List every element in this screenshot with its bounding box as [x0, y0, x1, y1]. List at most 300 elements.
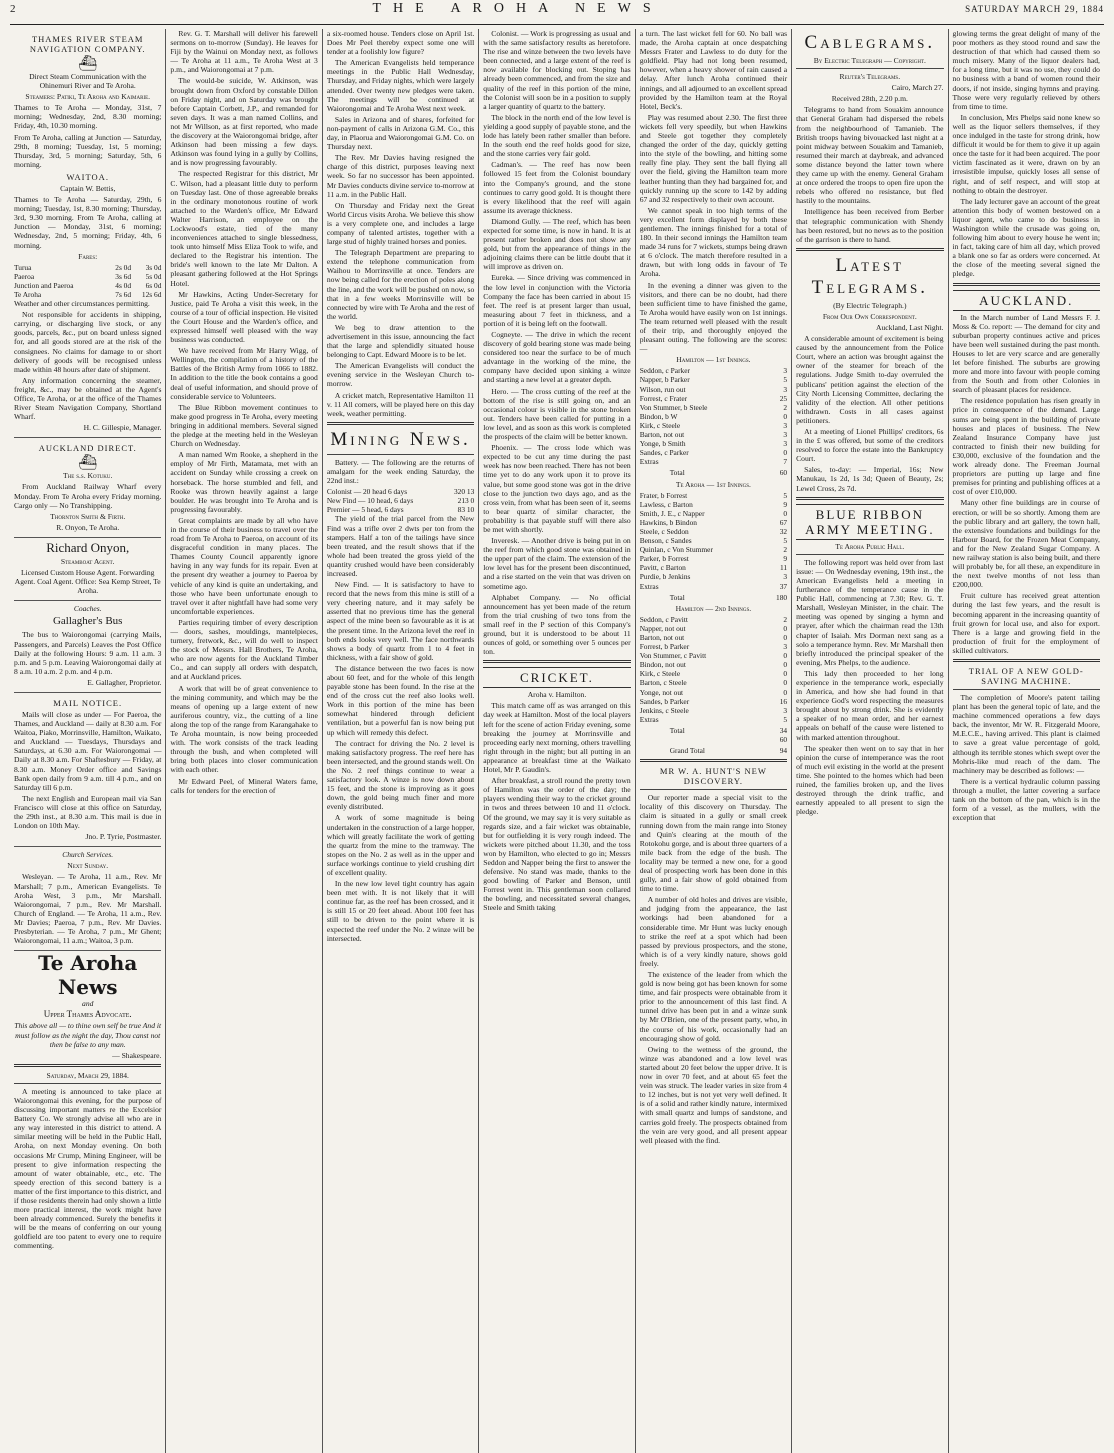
table-row: [640, 724, 787, 735]
news-paragraph: Cadman's. — The reef has now been followed 15 feet from the Colonist boundary into the Company's ground, and the stone continues to carry good gold. It is thought there is every likelihood that the reef will again assume its average thickness.: [483, 160, 631, 215]
news-paragraph: Owing to the wetness of the ground, the winze was abandoned and a low level was started about 20 feet below the upper drive. It is now in over 70 feet, and at about 65 feet the vein was struck. The leader varies in size from 4 to 12 inches, but is not yet very well defined. It is of a solid and rather kindly nature, intermixed with small quartz and lumps of sandstone, and carries gold freely. The prospects obtained from the vein are very good, and all present appear well pleased with the find.: [639, 1044, 788, 1145]
divider: [953, 689, 1100, 690]
news-paragraph: Our reporter made a special visit to the locality of this discovery on Thursday. The claim is situated in a gully or small creek running down from the main range into Stoney and Quin's clearing at the mouth of the Rotokohu gorge, and is about three quarters of a mile back from the edge of the bush. The locality may be termed a new one, for a good deal of prospecting work has been done in this gully, and a fair show of gold obtained from time to time.: [639, 793, 788, 894]
sub-heading: Next Sunday.: [67, 861, 109, 871]
table-row: [640, 572, 787, 581]
innings-heading: Hamilton — 1st Innings.: [676, 355, 751, 365]
runs: 25: [779, 393, 788, 403]
advertiser-title: Steamboat Agent.: [60, 556, 115, 566]
divider: [327, 422, 474, 425]
section-heading: Latest Telegrams.: [811, 254, 929, 298]
news-paragraph: Sales, to-day: — Imperial, 16s; New Manukau, 1s 2d, 1s 3d; Queen of Beauty, 2s; Lewel Cross, 2s 7d.: [796, 465, 944, 493]
table-row: [640, 448, 787, 457]
news-paragraph: Diamond Gully. — The reef, which has been expected for some time, is now in hand. It is at present rather broken and does not show any gold, but from the appearance of things in the adjoining claims there can be little doubt that it will improve as driven on.: [483, 216, 631, 272]
table-row: [640, 735, 787, 744]
table-row: [640, 430, 787, 439]
column-2: [166, 29, 322, 1453]
table-row: [640, 375, 787, 384]
batsman: Barton, c Steele: [639, 678, 687, 688]
news-paragraph: Colonist. — Work is progressing as usual and with the same satisfactory results as heretofore. The rise and winze between the two levels have been connected, and a large extent of the reef is now available for blocking out. Stoping has already been commenced, and from the size and quality of the reef in this portion of the mine, the Colonist will soon be in a position to supply a larger quantity of quartz to the battery.: [483, 29, 631, 111]
batsman: Von Stummer, b Steele: [639, 402, 708, 412]
news-paragraph: Mr Edward Peel, of Mineral Waters fame, calls for tenders for the erection of: [170, 776, 318, 795]
fare-single: 4s 0d: [115, 280, 132, 290]
church-services: [14, 847, 161, 951]
sub-heading: By Electric Telegraph — Copyright.: [813, 56, 926, 65]
battery-returns-table: [327, 487, 474, 514]
ad-text: The bus to Waiorongomai (carrying Mails, Passengers, and Parcels) Leaves the Post Office Daily at the following Hours: 9 a.m. 11 a.m. 3 p.m. and 5 p.m. Leaving Waiorongomai daily at 8 a.m. 10 a.m. 2 p.m. and 4 p.m.: [14, 630, 162, 676]
batsman: Quinlan, c Von Stummer: [639, 545, 713, 555]
section-heading: BLUE RIBBON ARMY MEETING.: [796, 504, 943, 540]
news-paragraph: The yield of the trial parcel from the New Find was a trifle over 2 dwts per ton from the stampers. Half a ton of the tailings have since been treated, and the result shows that if the whole had been treated the gross yield of the quantity crushed would have been considerably increased.: [326, 514, 475, 578]
batsman: Lawless, c Barton: [639, 499, 693, 509]
section-heading: CRICKET.: [483, 667, 630, 688]
fare-route: Junction and Paeroa: [14, 280, 74, 290]
masthead: [10, 1, 1104, 25]
table-row: [14, 290, 161, 299]
news-paragraph: Fruit culture has received great attention during the last few years, and the result is becoming apparent in the increasing quantity of fruit grown for local use, and also for export. There is a large and growing field in the production of fruit for the employment of skilled cultivators.: [952, 591, 1100, 655]
news-paragraph: The contract for driving the No. 2 level is making satisfactory progress. The reef here has been intersected, and the ground stands well. On the No. 2 reef things continue to wear a satisfactory look. A winze is now down about 15 feet, and the stone is improving as it goes down, the gold being much finer and more evenly distributed.: [326, 738, 475, 812]
table-row: [640, 518, 787, 527]
news-paragraph: The completion of Moore's patent tailing plant has been the general topic of late, and the machine commenced operations a few days back, the inventor, Mr W. R. Fitzgerald Moore, M.E.C.E., having arrived. This plant is claimed to save a great value percentage of gold, although its terrible stones which swept over the Mohris-like mud reach of the dam. The machinery may be described as follows: —: [952, 693, 1100, 775]
flag-conj: and: [82, 999, 94, 1009]
batsman: Kirk, c Steele: [639, 420, 681, 430]
table-row: [640, 642, 787, 651]
runs: 37: [779, 581, 788, 591]
advertiser-name: Gallagher's Bus: [52, 615, 123, 628]
table-row: [640, 439, 787, 448]
news-paragraph: A considerable amount of excitement is being caused by the announcement from the Police Court, where an action was brought against the owner of the steamer for breach of the regulations. Judge Smith to-day overruled the publicans' petition against the election of the City North Licensing Committee, declaring the validity of the election. All other petitions withdrawn. Costs in all cases against petitioners.: [796, 334, 944, 425]
news-paragraph: After breakfast, a stroll round the pretty town of Hamilton was the order of the day; the players wending their way to the cricket ground in twos and threes between 10 and 11 o'clock. Of the ground, we may say it is very suitable as regards size, and a fair wicket was obtainable, but for outfielding it is very rough indeed. The wickets were pitched about 11.30, and the toss won by Hamilton, who elected to go in; Messrs Seddon and Napper being the first to answer the defensive. No stand was made, thanks to the good bowling of Parker and Benson, until Forrest went in. This gentleman soon collared the bowling, and necessitated several changes, Steele and Smith taking: [483, 776, 631, 913]
runs: 3: [783, 430, 788, 440]
batsman: Sandes, b Parker: [639, 696, 690, 706]
news-paragraph: Mr Hawkins, Acting Under-Secretary for Justice, paid Te Aroha a visit this week, in the course of a tour of official inspection. He visited the Court House and the Warden's office, and expressed himself well pleased with the way business was conducted.: [170, 289, 318, 345]
timetable-waitoa: Thames to Te Aroha — Saturday, 29th, 6 morning; Tuesday, 1st, 8.30 morning; Thursday, 3rd, 9.30 morning. From Te Aroha, calling at Junction — Monday, 31st, 6 morning; Wednesday, 2nd, 5 morning; Friday, 4th, 6 morning.: [14, 195, 162, 250]
scorecard-aroha: [640, 491, 787, 602]
news-paragraph: a turn. The last wicket fell for 60. No ball was made, the Aroha captain at once despatching Messrs Frater and Lawless to do duty for the goldfield. Play had not long been resumed, however, when a heavy shower of rain caused a delay. After lunch Aroha continued their innings, and all adjourned to an excellent spread provided by the Hamilton team at the Royal Hotel, Beck's.: [639, 29, 788, 111]
timetable-thames: Thames to Te Aroha — Monday, 31st, 7 morning; Wednesday, 2nd, 8.30 morning; Friday, 4th, 10.30 morning.: [14, 103, 162, 131]
runs: 2: [783, 545, 788, 555]
news-paragraph: A cricket match, Representative Hamilton 11 v. 11 All comers, will be played here on this day week, weather permitting.: [326, 390, 475, 418]
news-paragraph: At a meeting of Lionel Phillips' creditors, 6s in the £ was offered, but some of the creditors resolved to force the estate into the Bankruptcy Court.: [796, 427, 944, 464]
ship-name: The s.s. Kotuku.: [63, 471, 113, 481]
runs: 0: [783, 687, 788, 697]
news-paragraph: The existence of the leader from which the gold is now being got has been known for some time, and fair prospects were obtainable from it prior to the announcement of this last find. A tunnel drive has been put in and a winze sunk by Mr O'Brien, one of the present party, who, in the course of his work, occasionally had an encouraging show of gold.: [639, 970, 788, 1043]
editorial-text: A meeting is announced to take place at Waiorongomai this evening, for the purpose of discussing important matters re the Excelsior Battery Co. We strongly advise all who are in any way interested in this district to attend. A similar meeting will be held in the Public Hall, Aroha, on next Monday evening. On both occasions Mr Crump, Mining Engineer, will be present to give information respecting the amount of water obtainable, etc., etc. The speedy erection of this second battery is a matter of the first importance to this district, and if those residents therein had only shown a little more practical interest, the work might have been already commenced. Surely the benefits it will be the means of conferring on our young goldfield are too patent to every one to require commenting.: [14, 1086, 162, 1251]
batsman: Hawkins, b Bindon: [639, 517, 697, 527]
table-row: [640, 366, 787, 375]
fare-return: 5s 0d: [145, 271, 162, 281]
motto: This above all — to thine own self be true And it must follow as the night the day, Thou canst not then be false to any man.: [14, 1021, 162, 1049]
news-paragraph: a six-roomed house. Tenders close on April 1st. Does Mr Peel thereby expect some one will tender at a foolishly low figure?: [326, 29, 475, 57]
table-row: [640, 412, 787, 421]
divider: [796, 497, 943, 500]
columns: [10, 29, 1104, 1453]
runs: 2: [783, 614, 788, 624]
runs: 3: [783, 705, 788, 715]
agency: Reuter's Telegrams.: [839, 72, 901, 82]
scorecard-hamilton-2: [640, 615, 787, 755]
news-paragraph: Battery. — The following are the returns of amalgam for the week ending Saturday, the 22nd inst.:: [326, 457, 475, 486]
news-paragraph: A man named Wm Rooke, a shepherd in the employ of Mr Firth, Matamata, met with an accident on Sunday while crossing a creek on horseback. The horse stumbled and fell, and Rooke was thrown heavily against a large boulder. He was brought into Te Aroha and is progressing favourably.: [170, 450, 318, 514]
batsman: Wilson, run out: [639, 384, 686, 394]
table-row: [640, 554, 787, 563]
batsman: Extras: [639, 581, 659, 591]
divider: [14, 1083, 161, 1084]
batsman: Kirk, c Steele: [639, 669, 681, 679]
table-row: [327, 487, 474, 496]
runs: 3: [783, 572, 788, 582]
mine-name: Colonist — 20 head 6 days: [326, 487, 408, 497]
fares-table: [14, 263, 161, 299]
runs: 0: [783, 660, 788, 670]
table-row: [640, 545, 787, 554]
batsman: Jenkins, c Steele: [639, 705, 689, 715]
news-paragraph: Play was resumed about 2.30. The first three wickets fell very speedily, but when Hawkins and Steele got together they completely changed the order of the day, quickly getting into the style of the bowling, and hitting some really fine play. They sent the ball flying all over the field, giving the Hamilton team more leather hunting than they had bargained for, and quickly running up the score to 142 by adding 67 and 32 respectively to their own account.: [639, 112, 788, 204]
section-heading: Church Services.: [62, 850, 114, 860]
news-paragraph: Alphabet Company. — No official announcement has yet been made of the return from the trial crushing of two tons from the small reef in the P section of this Company's ground, but it is understood to be about 11 ounces of gold, or something over 5 ounces per ton.: [483, 592, 631, 657]
batsman: Yonge, b Smith: [639, 439, 686, 449]
thames-steam-ad: [14, 29, 161, 438]
table-row: [640, 706, 787, 715]
weather-note: Weather and other circumstances permitting.: [14, 299, 150, 309]
runs: 16: [779, 696, 788, 706]
blank-cell: [640, 735, 773, 744]
column-7: [949, 29, 1104, 1453]
runs: 0: [783, 633, 788, 642]
batsman: Steele, c Seddon: [639, 526, 689, 536]
received-time: Received 28th, 2.20 p.m.: [831, 94, 908, 104]
fare-return: 12s 6d: [141, 289, 162, 299]
table-row: [640, 697, 787, 706]
innings-heading: Hamilton — 2nd Innings.: [675, 603, 752, 613]
news-paragraph: On Thursday and Friday next the Great World Circus visits Aroha. We believe this show is a very complete one, and includes a large company of talented artistes, together with a large stud of highly trained horses and ponies.: [326, 200, 475, 247]
runs: 0: [783, 669, 788, 679]
runs: 3: [783, 384, 788, 394]
mine-name: Premier — 5 head, 6 days: [326, 505, 404, 515]
news-paragraph: Many other fine buildings are in course of erection, or will be so shortly. Among them are the public library and art gallery, the town hall, the extensive foundations and buildings for the Harbour Board, for the Frozen Meat Company, and for the New Zealand Sugar Company. A new railway station is also being built, and there will probably be, for all these, an expenditure in the next twelve months of not less than £200,000.: [952, 498, 1100, 590]
column-6: [792, 29, 948, 1453]
batsman: Smith, J. E., c Napper: [639, 508, 705, 518]
news-paragraph: Phoenix. — The cross lode which was expected to be cut any time during the past week has now been reached. There has not been time yet to do any work upon it to prove its value, but some good stone was got in the drive close to the junction two days ago, and as the cross vein, from what has been seen of it, seems to bear quartz of similar character, the probability is that payable stuff will there also be met with shortly.: [483, 443, 631, 534]
fares-heading: Fares:: [78, 251, 98, 261]
runs: 9: [783, 554, 788, 564]
issue-date: SATURDAY MARCH 29, 1884: [965, 4, 1104, 14]
table-row: [640, 466, 787, 477]
table-row: [640, 509, 787, 518]
church-text: Wesleyan. — Te Aroha, 11 a.m., Rev. Mr Marshall; 7 p.m., American Evangelists. Te Aroha West, 3 p.m., Mr Marshall. Waiorongomai, 7 p.m., Rev. Mr Marshall. Church of England. — Te Aroha, 11 a.m., Rev. Mr Davies; Paeroa, 7 p.m., Rev. Mr Davies. Presbyterian. — Te Aroha, 7 p.m., Mr Ghent; Waiorongomai, 11 a.m.; Waitoa, 3 p.m.: [14, 872, 162, 946]
divider: [640, 789, 787, 790]
onyon-ad: [14, 538, 161, 601]
news-paragraph: The Rev. Mr Davies having resigned the charge of this district, purposes leaving next week. So far no successor has been appointed. Mr Davies conducts divine service to-morrow at 11 a.m. in the Public Hall.: [326, 153, 475, 199]
batsman: Bindon, not out: [639, 660, 686, 670]
runs: 7: [783, 457, 788, 467]
table-row: [640, 660, 787, 669]
total-label: Total: [669, 468, 685, 478]
runs: 0: [783, 623, 788, 633]
scorecard-hamilton-1: [640, 366, 787, 477]
column-3: [323, 29, 479, 1453]
mine-name: New Find — 10 head, 6 days: [326, 496, 414, 506]
news-paragraph: New Find. — It is satisfactory to have to record that the news from this mine is still of a very cheering nature, and it may safely be asserted that no previous time has the general aspect of the mine been so favourable as it is at the present time. In the Arizona level the reef in both ends looks very well. The face northwards shows a body of quartz from 1 to 4 feet in thickness, with a fair show of gold.: [326, 580, 475, 662]
news-paragraph: The speaker then went on to say that in her opinion the curse of intemperance was the root of much evil existing in the world at the present time. She pointed to the homes which had been ruined, the families broken up, and the lives destroyed through the drink traffic, and earnestly appealed to all present to sign the pledge.: [796, 743, 944, 817]
news-paragraph: glowing terms the great delight of many of the poor mothers as they stood round and saw the destruction of that which had caused them so much misery. Many of the liquor dealers had, for a long time, but it was no use, they could do no business with a band of women round their doors, if not inside, singing hymns and praying. Those were very regularly relieved by others from time to time.: [952, 29, 1100, 111]
news-paragraph: Parties requiring timber of every description — doors, sashes, mouldings, mantelpieces, turnery, fretwork, &c., will do well to inspect the stock of Messrs. Hall Brothers, Te Aroha, who are now agents for the Auckland Timber Co., and can supply all orders with despatch, and at Auckland prices.: [170, 617, 318, 682]
runs: 5: [783, 536, 788, 546]
mine-yield: 320 13: [453, 487, 475, 497]
table-row: [640, 678, 787, 687]
news-paragraph: We beg to draw attention to the advertisement in this issue, announcing the fact that the large and splendidly situated house belonging to Capt. Edward Moore is to be let.: [326, 322, 475, 360]
ad-lead: Direct Steam Communication with the Ohinemuri River and Te Aroha.: [29, 72, 147, 91]
runs: 0: [783, 411, 788, 421]
table-row: [640, 394, 787, 403]
divider: [640, 759, 787, 762]
news-paragraph: Eureka. — Since driving was commenced in the low level in conjunction with the Victoria Company the face has been carried in about 15 feet. The reef is at present larger than usual, measuring about 7 feet in thickness, and a portion of it is being left on the footwall.: [483, 273, 631, 328]
advertiser-name: Richard Onyon,: [46, 539, 130, 555]
table-row: [327, 505, 474, 514]
grand-total-label: Grand Total: [669, 746, 705, 756]
batsman: Barton, not out: [639, 430, 685, 440]
news-paragraph: We cannot speak in too high terms of the very excellent form displayed by both these gentlemen. The innings finished for a total of 180. In their second innings the Hamilton team made 34 runs for 7 wickets, stumps being drawn at 6 o'clock. The match therefore resulted in a drawn, but with long odds in favour of Te Aroha.: [639, 205, 788, 279]
news-paragraph: Cogneyte. — The drive in which the recent discovery of gold bearing stone was made being considered too near the surface to be of much advantage in the working of the mine, the company have decided upon sinking a winze and starting a new level at a greater depth.: [483, 330, 631, 385]
editorial-date: Saturday, March 29, 1884.: [46, 1070, 129, 1080]
fare-return: 6s 0d: [145, 280, 162, 290]
page-number: 2: [10, 3, 16, 15]
steamship-icon: ⛴: [78, 455, 98, 472]
news-paragraph: In the March number of Land Messrs F. J. Moss & Co. report: — The demand for city and suburban property continues active and prices have been well sustained during the past month. Houses to let are very scarce and are generally let before finished. The suburbs are growing more and more into favour with people coming from the South and from other Colonies in search of pleasant places for residence.: [952, 312, 1100, 395]
table-row: [640, 624, 787, 633]
motto-author: — Shakespeare.: [112, 1050, 162, 1060]
runs: 5: [783, 490, 788, 500]
news-paragraph: The residence population has risen greatly in price in consequence of the demand. Large sums are being spent in the building of private houses and places of business. The New Zealand Insurance Company have just contracted to finish their new building for £30,000, exclusive of the foundation and the work already done. The Freeman Journal proprietors are putting up large and fine premises for printing and publishing offices at a cost of over £10,000.: [952, 396, 1100, 497]
runs: 5: [783, 714, 788, 724]
runs: 3: [783, 642, 788, 652]
total-runs: 60: [779, 468, 788, 478]
news-paragraph: The would-be suicide, W. Atkinson, was brought down from Oxford by constable Dillon on Friday night, and on Saturday was brought before Captain Corbett, J.P., and remanded for seven days. It was a man named Collins, and not Mr Willson, as at first reported, who made the discovery at the Waiorongomai bridge, after Atkinson had been missing a few days. Atkinson was found lying in a gully by Collins, and is now progressing favourably.: [170, 76, 318, 168]
sub-heading: Aroha v. Hamilton.: [527, 690, 587, 700]
steamers-list: Steamers: Patiki, Te Aroha and Kaimarie.: [25, 92, 151, 102]
batsman: Extras: [639, 714, 659, 724]
first-innings-runs: 60: [779, 735, 788, 745]
table-row: [327, 496, 474, 505]
batsman: Napper, not out: [639, 623, 686, 633]
mine-yield: 83 10: [457, 505, 475, 515]
fare-single: 2s 0d: [115, 262, 132, 272]
total-runs: 34: [779, 725, 788, 735]
postmaster: Jno. P. Tyrie, Postmaster.: [85, 832, 162, 842]
news-paragraph: Great complaints are made by all who have in the course of their business to travel over the road from Te Aroha to Paeroa, on account of its disgraceful condition in many places. The Thames County Council apparently ignore having in any way funds for its repair. Even at the present dry weather a journey to Paeroa by vehicle of any kind is quite an undertaking, and those who have been unfortunate enough to travel over it after nightfall have had some very uncomfortable experiences.: [170, 515, 318, 616]
ad-heading: AUCKLAND DIRECT.: [38, 443, 137, 454]
sub-heading: Te Aroha Public Hall.: [835, 541, 905, 551]
table-row: [640, 744, 787, 755]
total-label: Total: [669, 725, 685, 735]
captain: Captain W. Bettis,: [60, 183, 116, 193]
batsman: Purdie, b Jenkins: [639, 572, 691, 582]
divider: [796, 248, 943, 251]
fare-return: 3s 0d: [145, 262, 162, 272]
table-row: [640, 651, 787, 660]
table-row: [640, 615, 787, 624]
batsman: Barton, not out: [639, 633, 685, 642]
news-paragraph: A number of old holes and drives are visible, and judging from the appearance, the last workings had been abandoned for a considerable time. Mr Hunt was lucky enough to strike the reef at a spot which had been passed by previous prospectors, and the stone, which is of a very kindly nature, shows gold freely.: [639, 895, 788, 968]
table-row: [640, 527, 787, 536]
divider: [796, 554, 943, 555]
auckland-direct-ad: [14, 438, 161, 538]
fare-single: 3s 6d: [115, 271, 132, 281]
advertiser-lines: Licensed Custom House Agent. Forwarding Agent. Coal Agent. Office: Sea Kemp Street, Te Aroha.: [14, 568, 161, 596]
news-paragraph: We have received from Mr Harry Wigg, of Wellington, the compilation of a history of the Battles of the British Army from 1066 to 1882. In addition to the title the book contains a good deal of useful information, and should prove of considerable service to Volunteers.: [170, 346, 318, 401]
table-row: [14, 281, 161, 290]
sub-heading: (By Electric Telegraph.): [833, 300, 907, 310]
runs: 32: [779, 526, 788, 536]
runs: 9: [783, 499, 788, 509]
newspaper-title: THE AROHA NEWS: [372, 1, 663, 16]
table-row: [14, 272, 161, 281]
batsman: Pavitt, c Barton: [639, 563, 686, 573]
total-runs: 180: [776, 592, 788, 602]
ad-text: From Auckland Railway Wharf every Monday. From Te Aroha every Friday morning. Cargo only — No Transhipping.: [14, 482, 162, 510]
news-paragraph: The American Evangelists held temperance meetings in the Public Hall Wednesday, Thursday, and Friday nights, which were largely attended. Over twenty new pledges were taken. The meetings will be continued at Waiorongomai and Te Aroha West next week.: [326, 58, 475, 113]
news-paragraph: The lady lecturer gave an account of the great attention this body of women bestowed on a liquor agent, who came to do business in Washington while the crusade was going on, following him about to every house he went in; in fact, taking care of him all day, which proved a blank one so far as orders were concerned. At the close of the meeting several signed the pledge.: [952, 196, 1100, 279]
mail-text: The next English and European mail via San Francisco will close at this office on Saturday, the 29th inst., at 8.30 a.m. This mail is due in London on 10th May.: [14, 793, 162, 831]
table-row: [640, 421, 787, 430]
innings-heading: Te Aroha — 1st Innings.: [675, 479, 751, 489]
flag-subtitle: Upper Thames Advocate.: [43, 1009, 132, 1020]
steamship-icon: ⛴: [78, 56, 98, 72]
batsman: Seddon, c Parker: [639, 366, 690, 376]
news-paragraph: Sales in Arizona and of shares, forfeited for non-payment of calls in Arizona G.M. Co., this day, in Plaorua and Waiorongomai G.M. Co. on Thursday next.: [326, 114, 475, 152]
manager-sign: H. C. Gillespie, Manager.: [83, 423, 162, 433]
runs: 5: [783, 375, 788, 385]
news-paragraph: The Blue Ribbon movement continues to make good progress in Te Aroha, every meeting bringing in additional members. Several signed the pledge at the meeting held in the Wesleyan Church on Wednesday.: [170, 402, 318, 449]
fare-route: Paeroa: [14, 271, 35, 281]
news-paragraph: The American Evangelists will conduct the evening service in the Wesleyan Church to-morrow.: [326, 361, 475, 389]
table-row: [640, 715, 787, 724]
agent-local: R. Onyon, Te Aroha.: [56, 522, 120, 532]
mail-notice: [14, 693, 161, 847]
batsman: Forrest, b Parker: [639, 642, 690, 652]
batsman: Von Stummer, c Pavitt: [639, 651, 707, 661]
batsman: Napper, b Parker: [639, 375, 690, 385]
agent-info: Any information concerning the steamer, freight, &c., may be obtained at the Agent's Office, Te Aroha, or at the office of the Thames River Steam Navigation Company, Shortland Wharf.: [14, 375, 162, 422]
fare-single: 7s 6d: [115, 289, 132, 299]
grand-total-runs: 94: [779, 746, 788, 756]
news-paragraph: The block in the north end of the low level is yielding a good supply of payable stone, and the lode has lately been rather smaller than before. In the south end the reef holds good for size, and the stone carries very fair gold.: [483, 112, 631, 159]
batsman: Extras: [639, 457, 659, 467]
column-4: [479, 29, 635, 1453]
news-paragraph: Telegrams to hand from Souakim announce that General Graham had dispersed the rebels from the neighbourhood of Tamanieb. The British troops having bivouacked last night at a point midway between Souakim and Tamanieb, resumed their march at daybreak, and advanced some distance beyond the latter town where they came up with the enemy. General Graham at once ordered the troops to open fire upon the rebels who offered no resistance, but fled hastily to the mountains.: [796, 105, 944, 206]
news-paragraph: In the evening a dinner was given to the visitors, and there can be no doubt, had there been sufficient time to have finished the game, Te Aroha would have easily won on 1st innings. The team returned well pleased with the result of their trip, and thoroughly enjoyed the pleasant outing. The following are the scores: —: [639, 280, 788, 354]
table-row: [640, 457, 787, 466]
news-paragraph: Inveresk. — Another drive is being put in on the reef from which good stone was obtained in the upper part of the claim. The extension of the low level has for the present been discontinued, and a rise started on the vein that was driven on sometime ago.: [483, 536, 631, 591]
news-paragraph: The following report was held over from last issue: — On Wednesday evening, 19th inst., the American Evangelists held a meeting in furtherance of the temperance cause in the Public Hall, commencing at 7.30; Rev. G. T. Marshall, Wesleyan Minister, in the chair. The meeting was opened by singing a hymn and prayer, after which the chairman read the 13th chapter of Isaiah. Mrs Dorman next sang as a solo a temperance hymn. Rev. Mr Marshall then briefly introduced the principal speaker of the evening, Mrs Phelps, to the audience.: [796, 557, 944, 667]
agent-name: Thornton Smith & Firth.: [50, 511, 126, 521]
table-row: [640, 385, 787, 394]
total-label: Total: [669, 592, 685, 602]
batsman: Bindon, b W: [639, 411, 678, 421]
runs: 67: [779, 517, 788, 527]
batsman: Sandes, c Parker: [639, 448, 689, 458]
editorial-flag: Te Aroha News: [38, 951, 138, 1000]
table-row: [640, 491, 787, 500]
table-row: [14, 263, 161, 272]
mail-text: Mails will close as under — For Paeroa, the Thames, and Auckland — daily at 8.30 a.m. For Waitoa, Piako, Morrinsville, Hamilton, Waikato, and Auckland — Tuesdays, Thursdays and Saturdays, at 6.30 a.m. For Waiorongomai — Daily at 8.30 a.m. For Shaftesbury — Friday, at 8.30 a.m. Money Order office and Savings Bank open daily from 9 a.m. till 4 p.m., and on Saturday till 6 p.m.: [14, 709, 162, 792]
news-paragraph: Hero. — The cross cutting of the reef at the bottom of the rise is still going on, and an occasional colour is visible in the stone broken out. Tenders have been called for putting in a low level, and as soon as this work is completed the prospects of the claim will be better known.: [483, 386, 631, 442]
batsman: Benson, c Sandes: [639, 536, 692, 546]
runs: 0: [783, 651, 788, 661]
section-heading: Mining News.: [330, 428, 471, 450]
table-row: [640, 591, 787, 602]
runs: 11: [779, 563, 788, 573]
news-paragraph: In the new low level tight country has again been met with. It is not likely that it will continue far, as the reef has been crossed, and it is still 15 or 20 feet ahead. About 100 feet has still to be driven to the point where it is expected the reef under the No. 2 winze will be intersected.: [326, 879, 475, 943]
table-row: [640, 500, 787, 509]
batsman: Forrest, c Frater: [639, 393, 688, 403]
batsman: Yonge, not out: [639, 687, 684, 697]
batsman: Frater, b Forrest: [639, 490, 688, 500]
batsman: Parker, b Forrest: [639, 554, 689, 564]
news-paragraph: The respected Registrar for this district, Mr C. Wilson, had a pleasant little duty to perform on Tuesday last. One of those agreeable breaks in the ordinary monotonous routine of work attached to the Warden's office, Mr Edward Walter Harrison, an employee on the Lockwood's estate, tied of the many inconveniences attached to single blessedness, took unto himself Miss Eliza Took to wife, and declared to the Registrar his intention. The bride's well known to the late Mr Dalton. A pleasant gathering followed at the Hot Springs Hotel.: [170, 169, 318, 288]
runs: 3: [783, 366, 788, 376]
runs: 2: [783, 402, 788, 412]
section-label: Coaches.: [73, 604, 102, 614]
fare-route: Te Aroha: [14, 289, 42, 299]
table-row: [640, 563, 787, 572]
table-row: [640, 403, 787, 412]
section-heading: MAIL NOTICE.: [53, 697, 123, 708]
dateline: Auckland, Last Night.: [876, 322, 944, 332]
table-row: [640, 633, 787, 642]
divider: [14, 1064, 161, 1067]
section-heading: AUCKLAND.: [953, 290, 1100, 311]
table-row: [640, 669, 787, 678]
table-row: [640, 688, 787, 697]
column-1: [10, 29, 166, 1453]
mine-yield: 213 0: [457, 496, 475, 506]
correspondent: From Our Own Correspondent.: [822, 311, 917, 321]
news-paragraph: There is a vertical hydraulic column passing through a mullet, the latter covering a surface tank on the bottom of the pan, which is in the form of a vessel, as the mullers, with the exception that: [952, 776, 1100, 823]
timetable-aroha: From Te Aroha, calling at Junction — Saturday, 29th, 8 morning; Tuesday, 1st, 5 morning; Thursday, 3rd, 5 morning; Saturday, 5th, 6 morning.: [14, 132, 162, 169]
divider: [953, 283, 1100, 286]
table-row: [640, 536, 787, 545]
runs: 0: [783, 448, 788, 458]
coaches-ad: [14, 601, 161, 693]
section-heading: TRIAL OF A NEW GOLD-SAVING MACHINE.: [968, 666, 1084, 686]
runs: 0: [783, 678, 788, 688]
waitoa-heading: WAITOA.: [66, 171, 109, 182]
fare-route: Turua: [14, 262, 32, 272]
runs: 3: [783, 420, 788, 430]
liability-notice: Not responsible for accidents in shipping, carrying, or discharging live stock, or any goods, parcels, &c., put on board unless signed for, and all goods stored are at the risk of the consignees. No claims for damage to or short delivery of goods will be recognised unless made within 48 hours after date of shipment.: [14, 310, 162, 374]
divider: [953, 659, 1100, 662]
news-paragraph: The distance between the two faces is now about 60 feet, and for the whole of this length payable stone has been found. In the rise at the end of the cross cut the reef also looks well. Work in this portion of the mine has been somewhat hindered through deficient ventilation, but a powerful fan is now being put up which will remedy this defect.: [326, 663, 475, 737]
news-paragraph: Intelligence has been received from Berber that telegraphic communication with Shendy has been restored, but no news as to the position of the garrison is there to hand.: [796, 207, 944, 244]
proprietor: E. Gallagher, Proprietor.: [87, 677, 162, 687]
news-paragraph: This match came off as was arranged on this day week at Hamilton. Most of the local players left for the scene of action Friday evening, some breaking the journey at Morrinsville and proceeding early next morning, others travelling right through in the night; but all putting in an appearance at breakfast time at the Waikato Hotel, Mr P. Gaudin's.: [483, 701, 631, 775]
ad-heading: THAMES RIVER STEAM NAVIGATION COMPANY.: [29, 34, 146, 54]
news-paragraph: The Telegraph Department are preparing to extend the telephone communication from Waihou to Morrinsville at once. Tenders are now being called for the erection of poles along the line, and the work will be pushed on now, so that in a few weeks Morrinsville will be connected by wire with Te Aroha and the rest of the world.: [326, 248, 475, 321]
news-paragraph: This lady then proceeded to her long experience in the temperance work, especially in America, and how she had found in that experience God's word respecting the measures brought about by strong drink. She is evidently a speaker of no mean order, and her earnest appeals on behalf of the cause were listened to with marked attention throughout.: [796, 668, 944, 742]
batsman: Seddon, c Pavitt: [639, 614, 688, 624]
section-heading: Cablegrams.: [804, 32, 936, 53]
runs: 0: [783, 508, 788, 518]
news-paragraph: A work that will be of great convenience to the mining community, and which may be the means of opening up a large extent of new auriferous country, viz., the cutting of a line along the top of the range from Karangahake to Te Aroha mountain, is now being proceeded with. The work consists of the track leading through the bush, and when completed will bring both places into closer communication with each other.: [170, 683, 318, 775]
table-row: [640, 582, 787, 591]
news-paragraph: Rev. G. T. Marshall will deliver his farewell sermons on to-morrow (Sunday). He leaves for Fiji by the Wainui on Monday next, as follows — Te Aroha at 11 a.m., Te Aroha West at 3 p.m., and Waiorongomai at 7 p.m.: [170, 29, 318, 75]
section-heading: MR W. A. HUNT'S NEW DISCOVERY.: [659, 766, 767, 787]
dateline: Cairo, March 27.: [891, 83, 944, 93]
runs: 3: [783, 439, 788, 449]
column-5: [636, 29, 792, 1453]
news-paragraph: A work of some magnitude is being undertaken in the construction of a large hopper, which will greatly facilitate the work of getting the quartz from the mine to the tramway. The stopes on the No. 2 as well as in the upper and surface workings continue to yield crushing dirt of excellent quality.: [326, 813, 475, 877]
